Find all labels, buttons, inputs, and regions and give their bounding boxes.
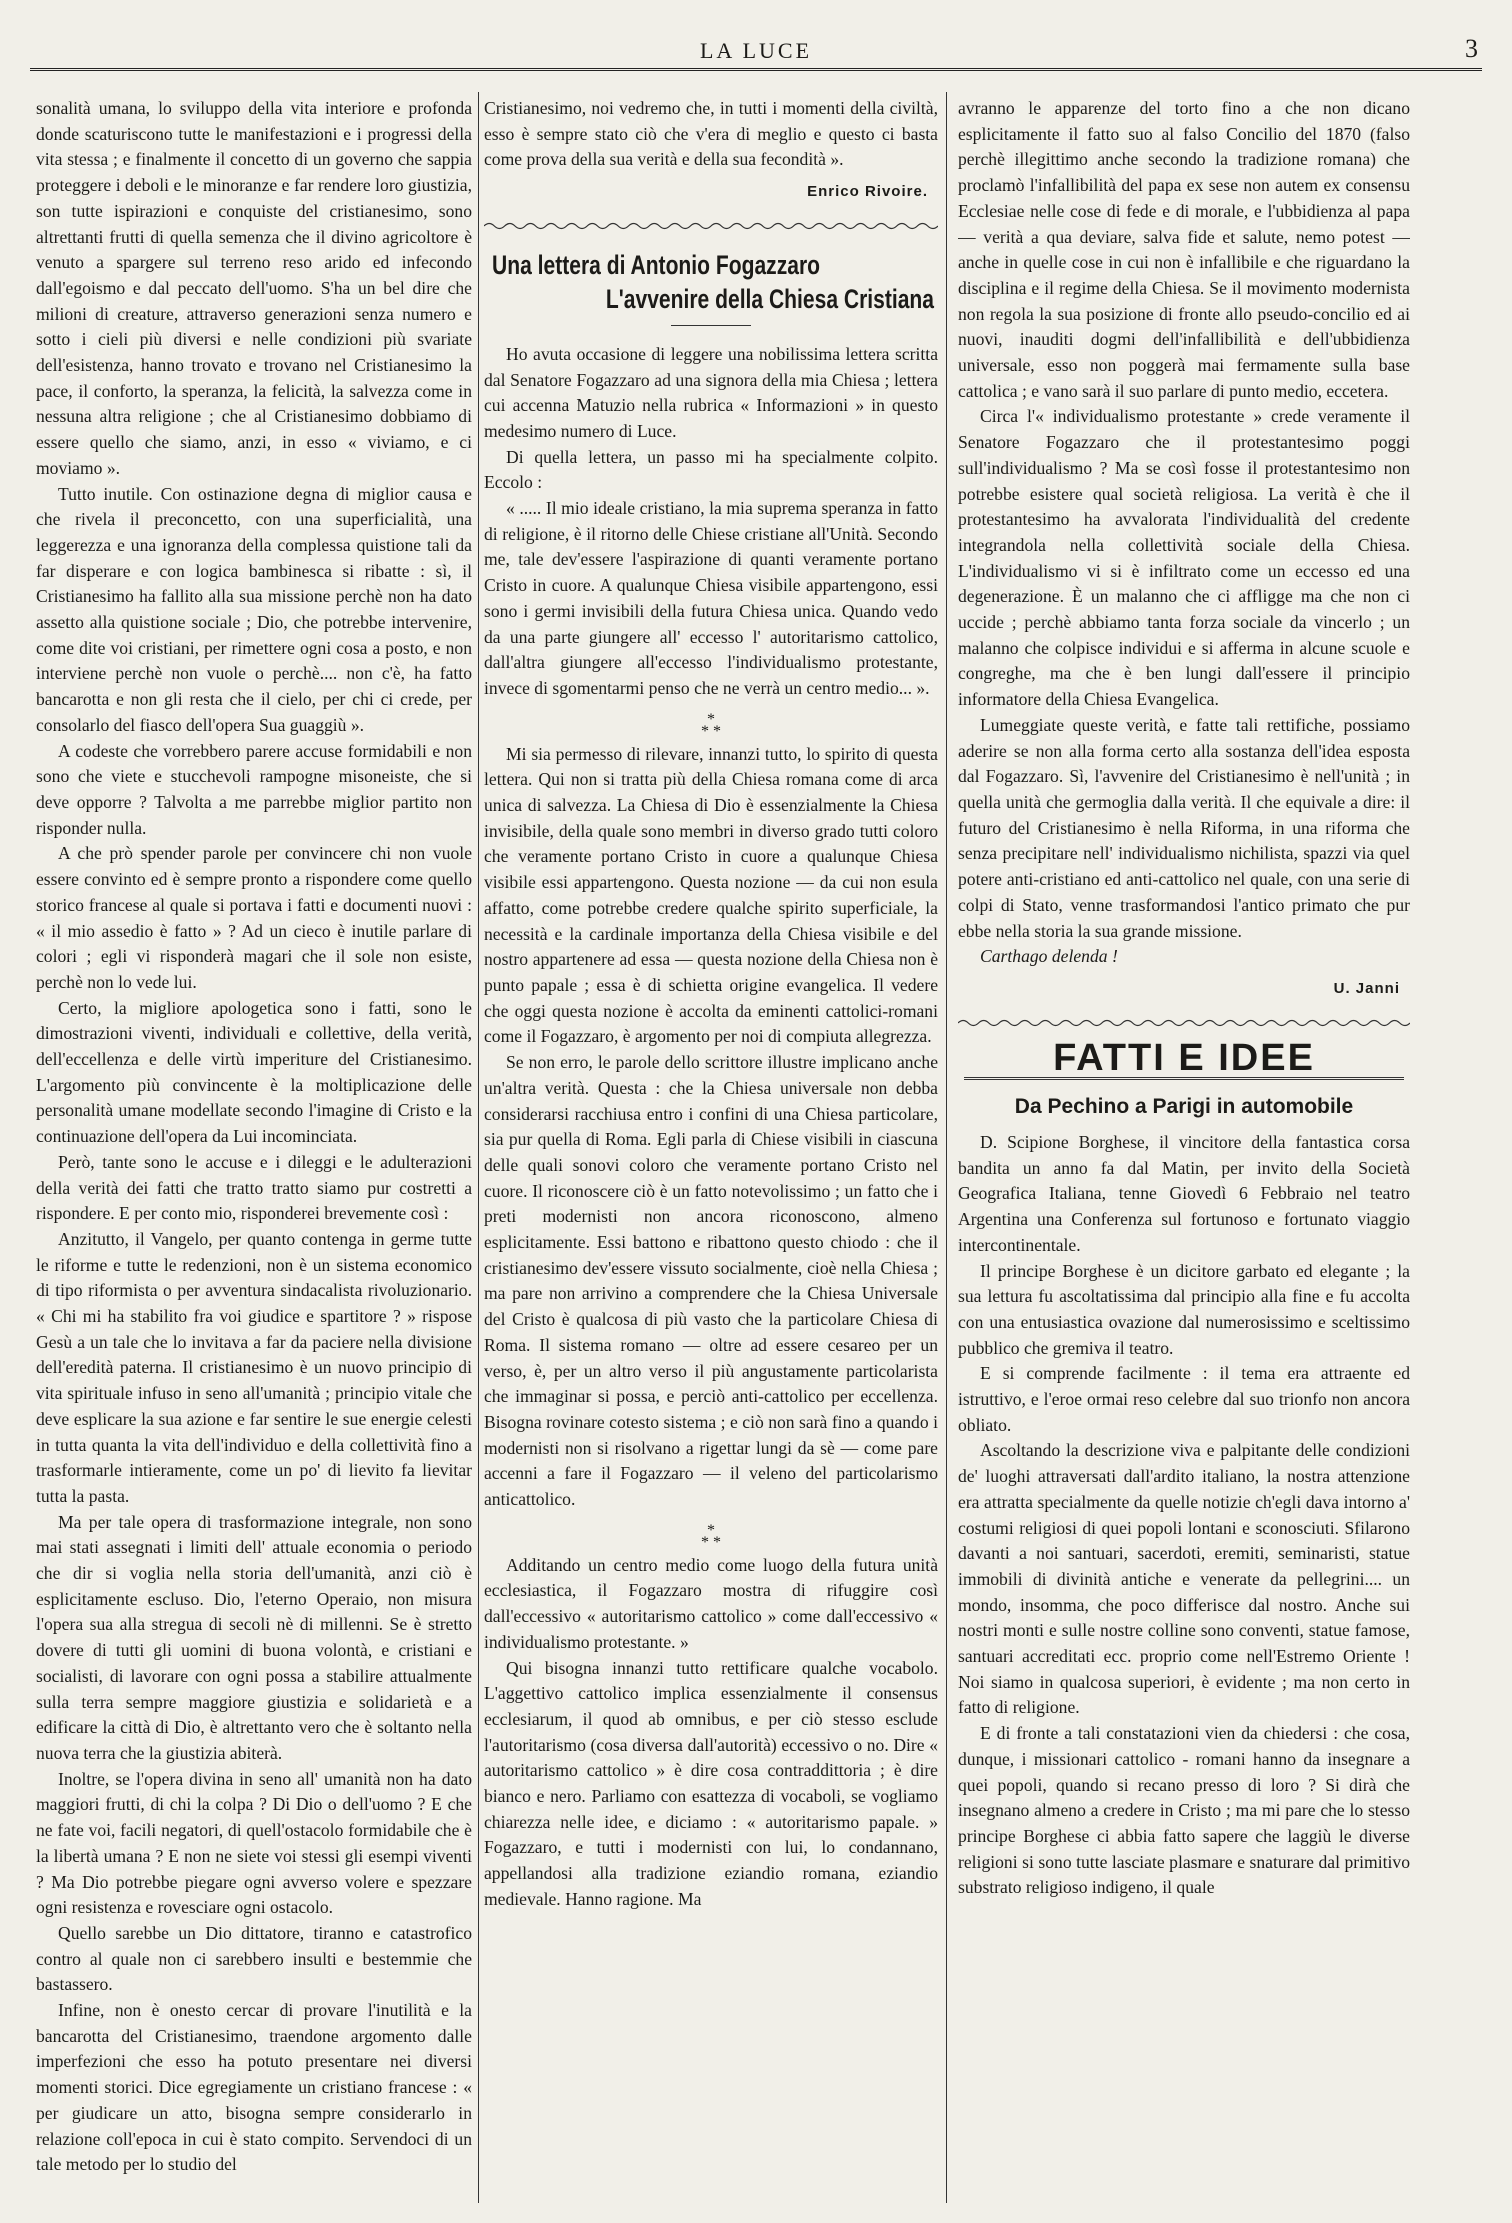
paragraph: Qui bisogna innanzi tutto rettificare qualche vocabolo. L'aggettivo cattolico implica essenzialmente il consensus ecclesiarum, il quod ab omnibus, e per ciò stesso esclude l'autoritarismo (cosa diversa dall'autorità) eccessivo o no. Dire « autoritarismo cattolico » è dire cosa contraddittoria ; è dire bianco e nero. Parliamo con esattezza di vocaboli, se vogliamo chiarezza nelle idee, e diciamo : « autoritarismo papale. » Fogazzaro, e tutti i modernisti con lui, lo condannano, appellandosi alla tradizione eziandio romana, eziandio medievale. Hanno ragione. Ma [484, 1657, 938, 1909]
article-headline: Una lettera di Antonio Fogazzaro [492, 249, 821, 280]
paragraph: D. Scipione Borghese, il vincitore della fantastica corsa bandita un anno fa dal Matin, per invito della Società Geografica Italiana, tenne Giovedì 6 Febbraio nel teatro Argentina una Conferenza sul fortunoso e fortunato viaggio intercontinentale. [958, 1132, 1410, 1255]
paragraph: Quello sarebbe un Dio dittatore, tiranno e catastrofico contro al quale non ci sarebbero insulti e bestemmie che bastassero. [36, 1922, 472, 1995]
paragraph: sonalità umana, lo sviluppo della vita interiore e profonda donde scaturiscono tutte le manifestazioni e i progressi della vita stessa ; e finalmente il concetto di un governo che sappia proteggere i deboli e le minoranze e far rendere loro giustizia, son tutte ispirazioni e conquiste del cristianesimo, sono altrettanti frutti di quella semenza che il divino agricoltore è venuto a spargere sul terreno reso arido ed infecondo dall'egoismo e dal peccato dell'uomo. S'ha un bel dire che milioni di creature, attraverso generazioni senza numero e sotto i cieli più diversi e nelle condizioni più svariate dell'esistenza, hanno trovato e trovano nel Cristianesimo la pace, il conforto, la speranza, la felicità, la salvezza come in nessuna altra religione ; che al Cristianesimo dobbiamo di essere quello che siamo, anzi, in esso « viviamo, e ci moviamo ». [36, 98, 472, 478]
closing-motto: Carthago delenda ! [980, 946, 1118, 967]
paragraph: Però, tante sono le accuse e i dileggi e le adulterazioni della verità dei fatti che tratto tratto siamo pur costretti a rispondere. E per conto mio, risponderei brevemente così : [36, 1151, 472, 1224]
paragraph: Circa l'« individualismo protestante » crede veramente il Senatore Fogazzaro che il protestantesimo poggi sull'individualismo ? Ma se così fosse il protestantesimo non potrebbe esistere qual società religiosa. La verità è che il protestantesimo ha avvalorata l'individualità del credente integrandola nella collettività sociale della Chiesa. L'individualismo vi si è infiltrato come un eccesso ed una degenerazione. È un malanno che ci affligge ma che non ci uccide ; perchè abbiamo tanta forza sociale da vincerlo ; un malanno che colpisce individui e si afferma in alcune scuole e congreghe, ma che è ben lungi dall'essere il principio informatore della Chiesa Evangelica. [958, 406, 1410, 710]
paragraph: Ho avuta occasione di leggere una nobilissima lettera scritta dal Senatore Fogazzaro ad una signora della mia Chiesa ; lettera cui accenna Matuzio nella rubrica « Informazioni » in questo medesimo numero di Luce. [484, 343, 938, 441]
paragraph: « ..... Il mio ideale cristiano, la mia suprema speranza in fatto di religione, è il ritorno delle Chiese cristiane all'Unità. Secondo me, tale dev'essere l'aspirazione di quanti veramente portano Cristo in cuore. A qualunque Chiesa visibile appartengono, essi sono i germi invisibili della futura Chiesa unica. Quando vedo da una parte giungere all' eccesso l' autoritarismo cattolico, dall'altra giungere all'eccesso l'individualismo protestante, invece di sgomentarmi penso che ne verrà un centro medio... ». [484, 498, 938, 698]
paragraph: E di fronte a tali constatazioni vien da chiedersi : che cosa, dunque, i missionari cattolico - romani hanno da insegnare a quei popoli, quando si recano presso di loro ? Si dirà che insegnano almeno a credere in Cristo ; ma mi pare che lo stesso principe Borghese ci abbia fatto sapere che laggiù le diverse religioni si sono tutte lasciate plasmare e snaturare dal primitivo substrato religioso indigeno, il quale [958, 1723, 1410, 1898]
paragraph: Tutto inutile. Con ostinazione degna di miglior causa e che rivela il preconcetto, con una superficialità, una leggerezza e una ignoranza della complessa quistione tali da far disperare e con logica bambinesca si ribatte : sì, il Cristianesimo ha fallito alla sua missione perchè non ha dato assetto alla quistione sociale ; Dio, che potrebbe intervenire, come dite voi cristiani, per rimettere ogni cosa a posto, e non interviene perchè non vuole o perchè.... non c'è, ha fatto bancarotta e non gli resta che il cielo, per chi ci crede, per consolarlo del fiasco dell'opera Sua guaggiù ». [36, 483, 472, 735]
header-rule [30, 68, 1482, 71]
paragraph: Inoltre, se l'opera divina in seno all' umanità non ha dato maggiori frutti, di chi la colpa ? Di Dio o dell'uomo ? E che ne fate voi, facili negatori, di quell'ostacolo formidabile che è la libertà umana ? E non ne siete voi stessi gli esempi viventi ? Ma Dio potrebbe piegare ogni avverso volere e spezzare ogni resistenza e rovesciare ogni ostacolo. [36, 1768, 472, 1918]
newspaper-title: LA LUCE [699, 38, 813, 63]
asterism-divider: * * * [701, 1521, 721, 1551]
paragraph: Ascoltando la descrizione viva e palpitante delle condizioni de' luoghi attraversati dall'ardito italiano, la nostra attenzione era attratta specialmente da quelle notizie ch'egli dava intorno a' costumi religiosi di quei popoli lontani e sconosciuti. Sfilarono davanti a noi santuari, sacerdoti, eremiti, seminaristi, statue immobili di divinità antiche e venerate da pellegrini.... un mondo, insomma, che poco differisce dal nostro. Anche sui nostri monti e sulle nostre colline sono conventi, statue famose, santuari accreditati ecc. proprio come nell'Estremo Oriente ! Noi siamo in qualcosa superiori, è evidente ; ma non certo in fatto di religione. [958, 1440, 1410, 1718]
paragraph: Additando un centro medio come luogo della futura unità ecclesiastica, il Fogazzaro mostra di rifuggire così dall'eccessivo « autoritarismo cattolico » come dall'eccessivo « individualismo protestante. » [484, 1554, 938, 1652]
paragraph: E si comprende facilmente : il tema era attraente ed istruttivo, e l'eroe ormai reso celebre dal suo trionfo non ancora obliato. [958, 1363, 1410, 1435]
column-1 [36, 96, 472, 2203]
article-subheadline: L'avvenire della Chiesa Cristiana [605, 283, 934, 314]
paragraph: avranno le apparenze del torto fino a che non dicano esplicitamente il fatto suo al falso Concilio del 1870 (falso perchè illegittimo anche secondo la tradizione romana) che proclamò l'infallibilità del papa ex sese non autem ex consensu Ecclesiae nelle cose di fede e di morale, e l'ubbidienza al papa — verità a qua deviare, salva fide et salute, nemo potest — anche in quelle cose in cui non è infallibile e che riguardano la disciplina e il regime della Chiesa. Se il movimento modernista non regola la sua posizione di fronte allo pseudo-concilio ed ai nuovi, inauditi dogmi dell'infallibilità e dell'ubbidienza universale, esso non poggerà mai fermamente sulla base cattolica ; e vano sarà il suo parlare di punto medio, eccetera. [958, 98, 1410, 401]
column-divider-2 [946, 92, 947, 2203]
subsection-title: Da Pechino a Parigi in automobile [1014, 1095, 1354, 1119]
masthead [30, 34, 1482, 68]
paragraph: Se non erro, le parole dello scrittore illustre implicano anche un'altra verità. Questa : che la Chiesa universale non debba considerarsi racchiusa entro i confini di una Chiesa particolare, sia pur quella di Roma. Egli parla di Chiese visibili in ciascuna delle quali sonovi coloro che veramente portano Cristo nel cuore. Il riconoscere ciò è un fatto notevolissimo ; un fatto che i preti modernisti non ancora riconoscono, almeno esplicitamente. Essi battono e ribattono questo chiodo : che il cristianesimo dev'essere vissuto socialmente, cioè nella Chiesa ; ma pare non arrivino a comprendere che la Chiesa Universale del Cristo è qualcosa di più vasto che la particolare Chiesa di Roma. Il sistema romano — oltre ad essere cesareo per un verso, è, per un altro verso il più angustamente particolarista che immaginar si possa, e perciò anti-cattolico per eccellenza. Bisogna rovinare cotesto sistema ; e ciò non sarà fino a quando i modernisti non si risolvano a rigettar lungi da sè — come pare accenni a fare il Fogazzaro — il veleno del particolarismo anticattolico. [484, 1052, 938, 1510]
paragraph: Anzitutto, il Vangelo, per quanto contenga in germe tutte le riforme e tutte le redenzioni, non è un sistema economico di tipo riformista o per avventura sindacalista rivoluzionario. « Chi mi ha stabilito fra voi giudice e spartitore ? » rispose Gesù a un tale che lo invitava a far da paciere nella divisione dell'eredità paterna. Il cristianesimo è un nuovo principio di vita spirituale infuso in seno all'umanità ; principio vitale che deve esplicare la sua azione e far sentire le sue energie celesti in tutta quanta la vita dell'individuo e della collettività fino a trasformarle intieramente, come un po' di lievito fa lievitar tutta la pasta. [36, 1228, 472, 1506]
paragraph: Il principe Borghese è un dicitore garbato ed elegante ; la sua lettura fu ascoltatissima dal principio alla fine e fu accolta con una entusiastica ovazione dal numerosissimo e sceltissimo pubblico che gremiva il teatro. [958, 1260, 1410, 1358]
paragraph: Ma per tale opera di trasformazione integrale, non sono mai stati assegnati i limiti dell' attuale economia o periodo che dir si voglia nella storia dell'umanità, anzi ciò è esplicitamente escluso. Dio, l'eterno Operaio, non misura l'opera sua alla stregua di secoli nè di millenni. Se è stretto dovere di tutti gli uomini di buona volontà, e cristiani e socialisti, di lavorare con ogni possa a stabilire attualmente sulla terra sempre maggiore giustizia e solidarietà e a edificare la città di Dio, è altrettanto vero che è soltanto nella nuova terra che la giustizia abiterà. [36, 1511, 472, 1763]
paragraph: A codeste che vorrebbero parere accuse formidabili e non sono che viete e stucchevoli rampogne misoneiste, che si deve opporre ? Talvolta a me parrebbe miglior partito non risponder nulla. [36, 740, 472, 838]
asterism-divider: * * * [701, 710, 721, 740]
signature-rivoire: Enrico Rivoire. [807, 183, 928, 201]
column-divider-1 [478, 92, 479, 2203]
paragraph: Cristianesimo, noi vedremo che, in tutti i momenti della civiltà, esso è sempre stato ciò che v'era di meglio e questo ci basta come prova della sua verità e della sua fecondità ». [484, 98, 938, 170]
signature-janni: U. Janni [1333, 979, 1400, 997]
paragraph: Di quella lettera, un passo mi ha specialmente colpito. Eccolo : [484, 446, 938, 493]
page-number: 3 [1465, 34, 1478, 63]
column-3 [958, 96, 1410, 2203]
section-title: FATTI E IDEE [1053, 1036, 1315, 1079]
paragraph: Lumeggiate queste verità, e fatte tali rettifiche, possiamo aderire se non alla forma certo alla sostanza dell'idea esposta dal Fogazzaro. Sì, l'avvenire del Cristianesimo è nell'unità ; in quella unità che germoglia dalla verità. Il che equivale a dire: il futuro del Cristianesimo è nella Riforma, in una riforma che senza precipitare nell' individualismo nichilista, spazzi via quel potere anti-cristiano ed anti-cattolico nel quale, con una serie di colpi di Stato, venne trasformandosi l'antico primato che pur ebbe nella storia la sua grande missione. [958, 714, 1410, 941]
paragraph: A che prò spender parole per convincere chi non vuole essere convinto ed è sempre pronto a rispondere come quello storico francese al quale si portava i fatti e documenti nuovi : « il mio assedio è fatto » ? Ad un cieco è inutile parlare di colori ; egli vi risponderà magari che il sole non esiste, perchè non lo vede lui. [36, 843, 472, 992]
paragraph: Certo, la migliore apologetica sono i fatti, sono le dimostrazioni viventi, individuali e collettive, della verità, dell'eccellenza e delle virtù imperiture del Cristianesimo. L'argomento più convincente è la moltiplicazione delle personalità umane modellate secondo l'imagine di Cristo e la continuazione dell'opera da Lui incominciata. [36, 997, 472, 1147]
paragraph: Infine, non è onesto cercar di provare l'inutilità e la bancarotta del Cristianesimo, traendone argomento dalle imperfezioni che esso ha potuto presentare nei diversi momenti storici. Dice egregiamente un cristiano francese : « per giudicare un atto, bisogna sempre considerarlo in relazione coll'epoca in cui è stato compito. Servendoci di un tale metodo per lo studio del [36, 2000, 472, 2175]
column-2 [484, 96, 938, 2203]
paragraph: Mi sia permesso di rilevare, innanzi tutto, lo spirito di questa lettera. Qui non si tratta più della Chiesa romana come di arca unica di salvezza. La Chiesa di Dio è essenzialmente la Chiesa invisibile, della quale sono membri in diverso grado tutti coloro che veramente portano Cristo in cuore a qualunque Chiesa visibile essi appartengono. Questa nozione — da cui non esula affatto, come potrebbe credere qualche spirito superficiale, la necessità e la cardinale importanza della Chiesa visibile e del nostro appartenere ad essa — questa nozione della Chiesa non è punto papale ; essa è di schietta origine evangelica. Il vedere che oggi questa nozione è accolta da eminenti cattolici-romani come il Fogazzaro, è argomento per noi di compiuta allegrezza. [484, 743, 938, 1047]
wavy-divider [958, 1016, 1410, 1030]
short-rule [671, 325, 751, 326]
wavy-divider [484, 219, 938, 233]
